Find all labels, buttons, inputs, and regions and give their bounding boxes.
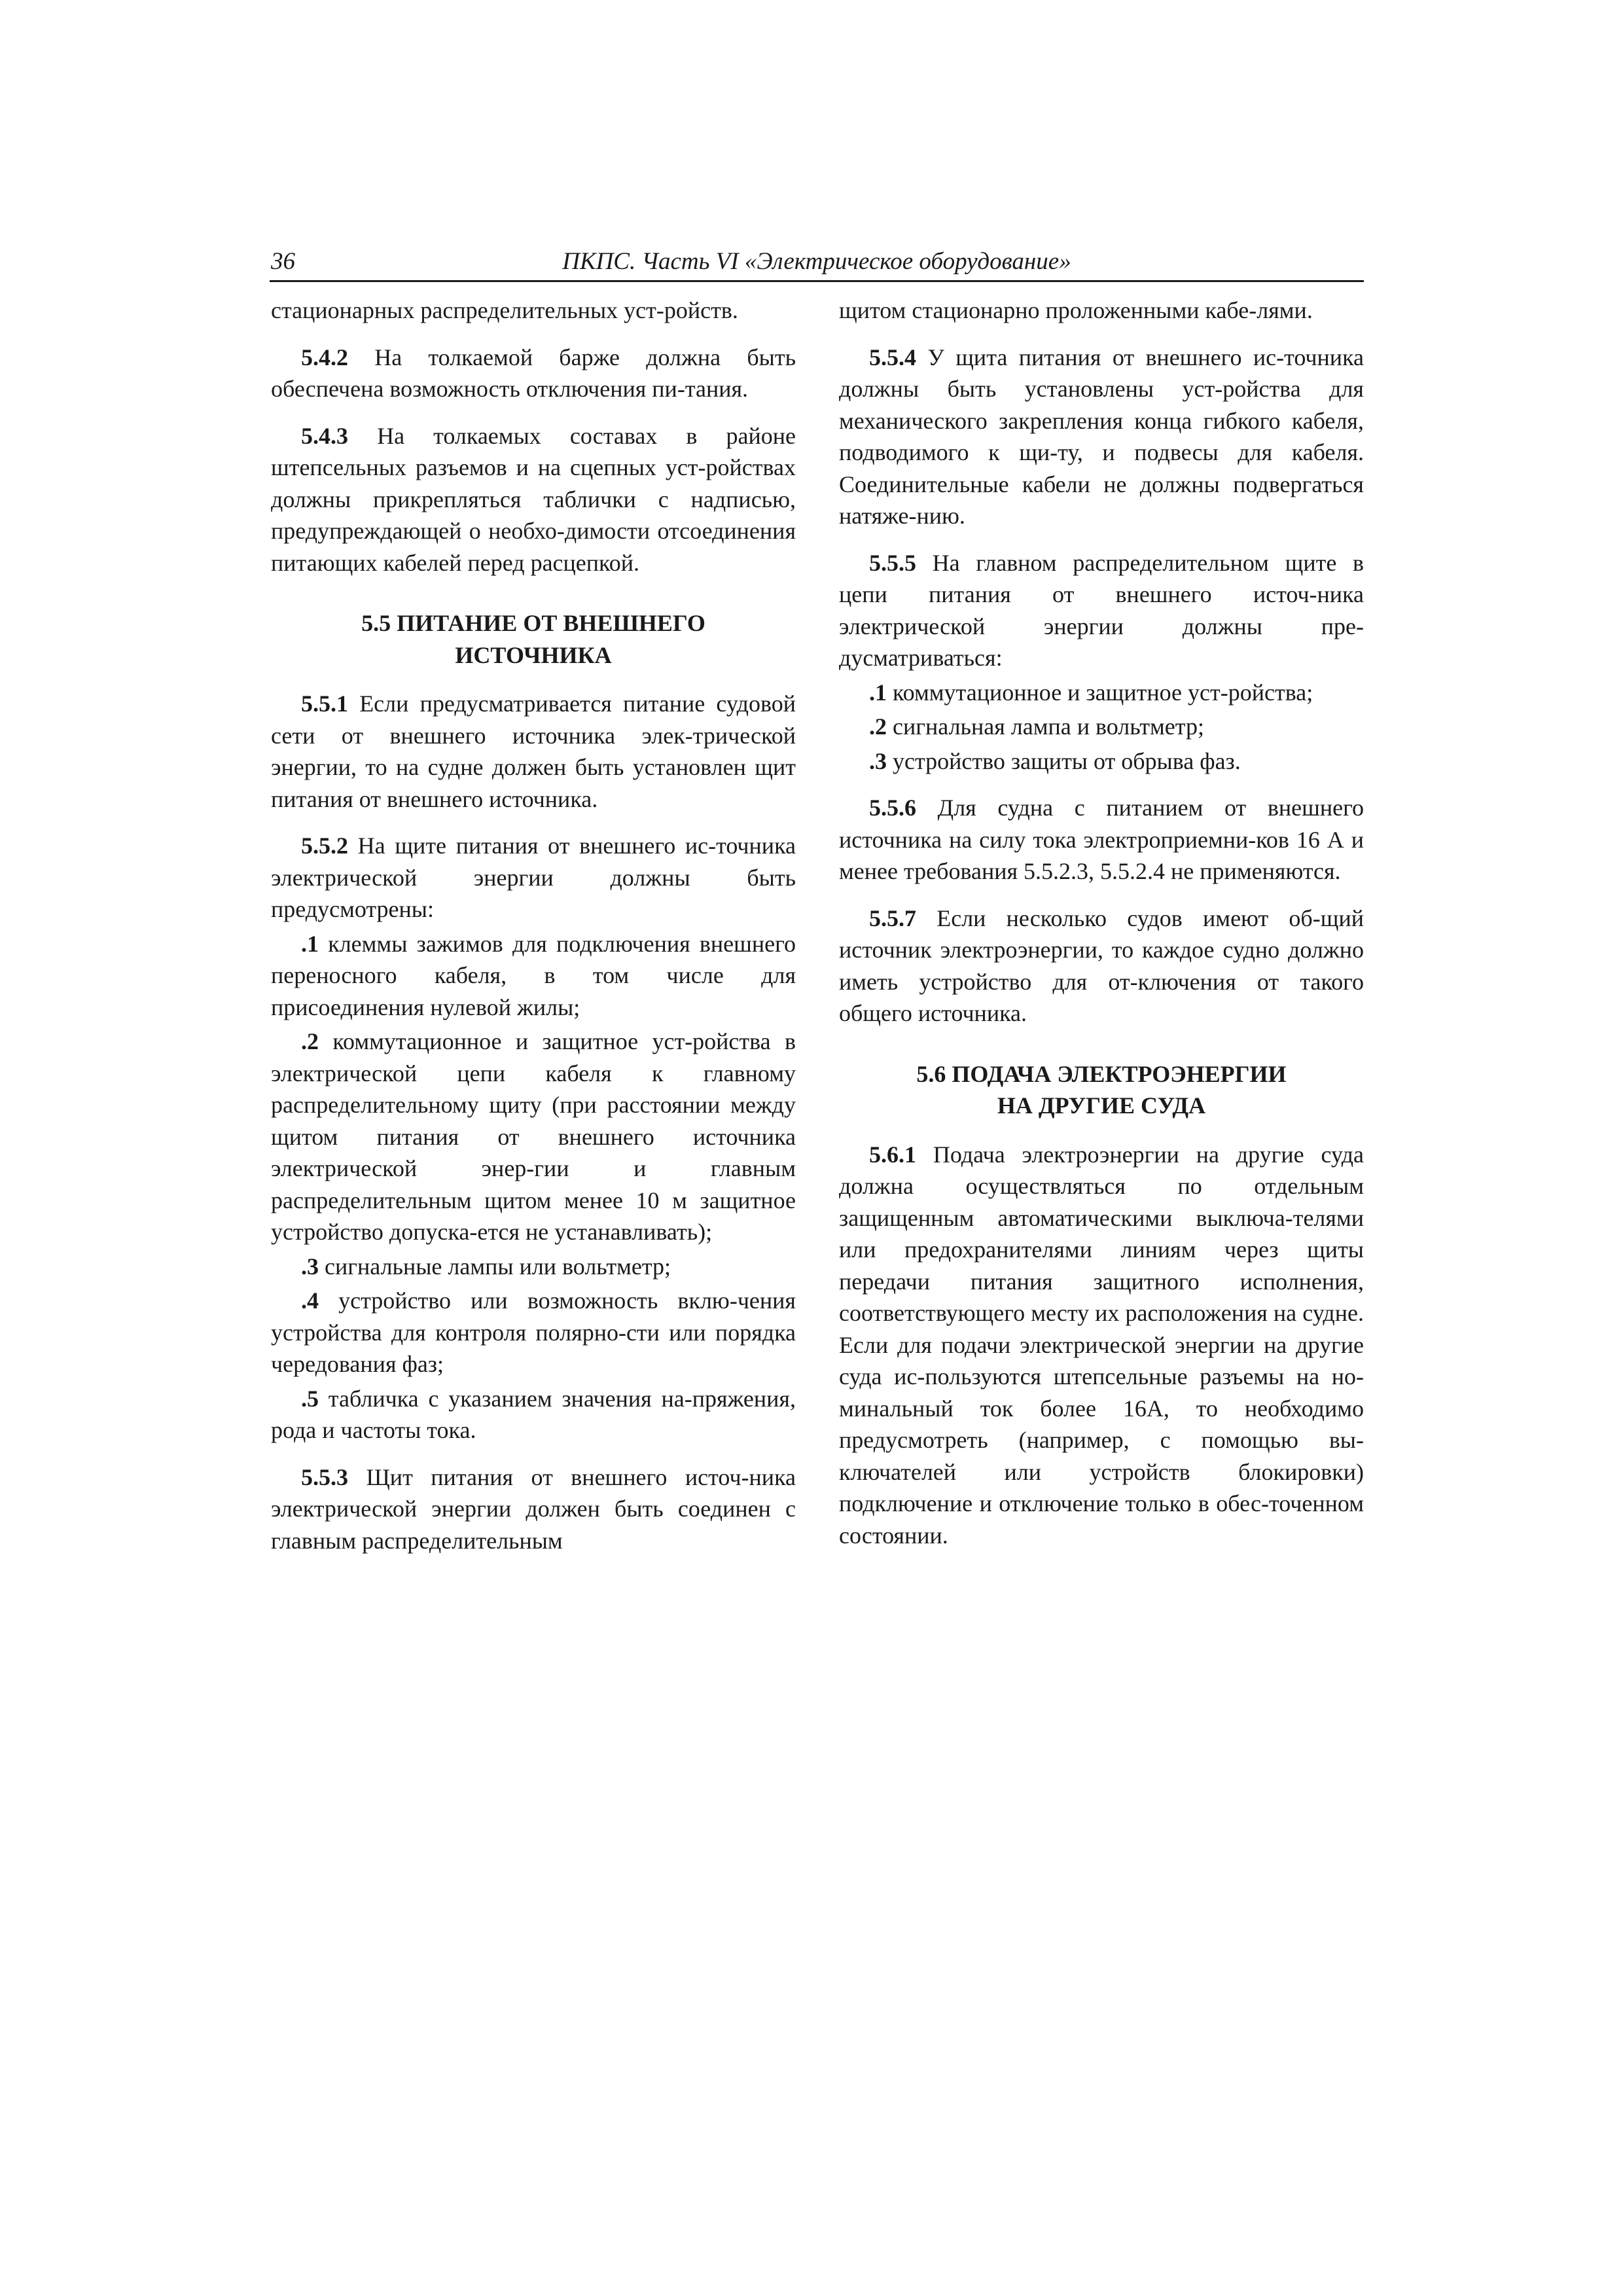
section-heading-5-6: 5.6 ПОДАЧА ЭЛЕКТРОЭНЕРГИИ НА ДРУГИЕ СУДА xyxy=(916,1060,1287,1119)
list-item: .3 устройство защиты от обрыва фаз. xyxy=(869,747,1241,774)
list-item: .1 коммутационное и защитное уст-ройства; xyxy=(869,679,1313,706)
clause-5-4-3: 5.4.3 На толкаемых составах в районе штепсельных разъемов и на сцепных уст-ройствах должны прикрепляться таблички с надписью, предупреждающей о необхо-димости отсоединения питающих кабелей перед расцепкой. xyxy=(271,422,796,576)
list-item: .3 сигнальные лампы или вольтметр; xyxy=(301,1253,671,1280)
list-item: .2 сигнальная лампа и вольтметр; xyxy=(869,713,1204,740)
clause-5-5-1: 5.5.1 Если предусматривается питание судовой сети от внешнего источника элек-трической энергии, то на судне должен быть установлен щит питания от внешнего источника. xyxy=(271,691,796,812)
running-header xyxy=(270,242,1364,282)
running-title: ПКПС. Часть VI «Электрическое оборудование» xyxy=(562,248,1071,275)
continued-paragraph: щитом стационарно проложенными кабе-лями. xyxy=(839,297,1313,323)
clause-5-5-2: 5.5.2 На щите питания от внешнего ис-точника электрической энергии должны быть предусмотрены: xyxy=(271,833,796,922)
list-item: .2 коммутационное и защитное уст-ройства в электрической цепи кабеля к главному распределительному щиту (при расстоянии между щитом питания от внешнего источника электрической энер-гии и главным распределительным щитом менее 10 м защитное устройство допуска-ется не устанавливать); xyxy=(271,1028,796,1245)
clause-5-5-7: 5.5.7 Если несколько судов имеют об-щий источник электроэнергии, то каждое судно должно иметь устройство для от-ключения от такого общего источника. xyxy=(839,905,1364,1026)
list-item: .5 табличка с указанием значения на-пряжения, рода и частоты тока. xyxy=(271,1385,796,1443)
continued-paragraph: стационарных распределительных уст-ройств. xyxy=(271,297,738,323)
clause-5-5-6: 5.5.6 Для судна с питанием от внешнего источника на силу тока электроприемни-ков 16 А и менее требования 5.5.2.3, 5.5.2.4 не применяются. xyxy=(839,795,1364,884)
clause-5-5-4: 5.5.4 У щита питания от внешнего ис-точника должны быть установлены уст-ройства для механического закрепления конца гибкого кабеля, подводимого к щи-ту, и подвесы для кабеля. Соединительные кабели не должны подвергаться натяже-нию. xyxy=(839,344,1364,529)
section-heading-5-5: 5.5 ПИТАНИЕ ОТ ВНЕШНЕГО ИСТОЧНИКА xyxy=(361,610,705,668)
clause-5-5-5: 5.5.5 На главном распределительном щите в цепи питания от внешнего источ-ника электрической энергии должны пре-дусматриваться: xyxy=(839,549,1364,671)
clause-5-6-1: 5.6.1 Подача электроэнергии на другие суда должна осуществляться по отдельным защищенным автоматическими выключа-телями или предохранителями линиям через щиты передачи питания защитного исполнения, соответствующего месту их расположения на судне. Если для подачи электрической энергии на другие суда ис-пользуются штепсельные разъемы на но-минальный ток более 16А, то необходимо предусмотреть (например, с помощью вы-ключателей или устройств блокировки) подключение и отключение только в обес-точенном состоянии. xyxy=(839,1141,1364,1549)
left-column xyxy=(271,295,796,1571)
list-item: .4 устройство или возможность вклю-чения устройства для контроля полярно-сти или порядка чередования фаз; xyxy=(271,1287,796,1377)
clause-5-4-2: 5.4.2 На толкаемой барже должна быть обеспечена возможность отключения пи-тания. xyxy=(271,344,796,402)
right-column xyxy=(839,295,1364,1566)
clause-5-5-3: 5.5.3 Щит питания от внешнего источ-ника электрической энергии должен быть соединен с главным распределительным xyxy=(271,1463,796,1554)
list-item: .1 клеммы зажимов для подключения внешнего переносного кабеля, в том числе для присоединения нулевой жилы; xyxy=(271,930,796,1020)
page-number: 36 xyxy=(271,248,295,275)
